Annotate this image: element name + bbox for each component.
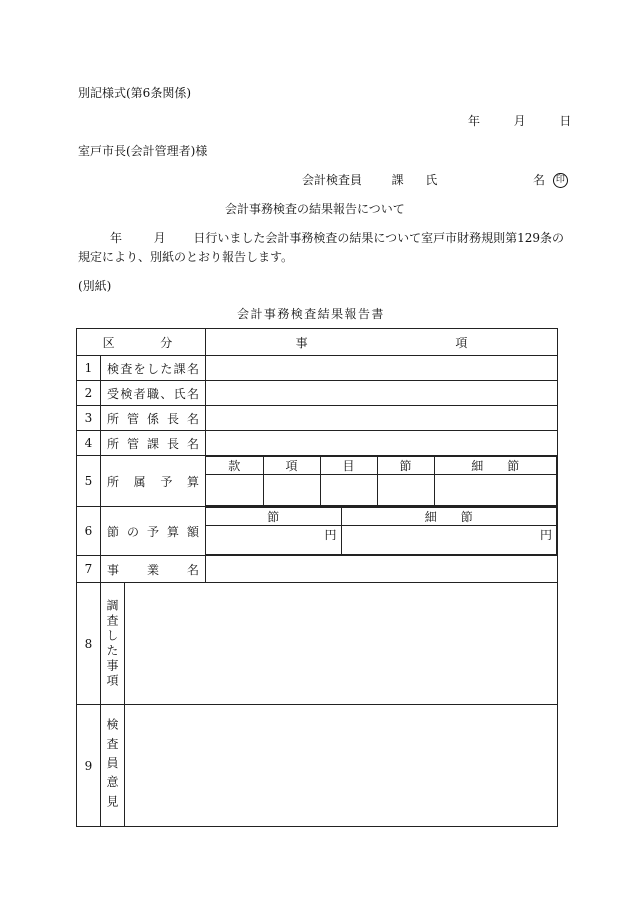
budget-cell [206,456,558,507]
row-value-cell[interactable] [206,381,558,406]
row-label: 節の予算額 [101,507,206,556]
row-label: 事業名 [101,556,206,583]
report-table [76,328,558,827]
row-number: 9 [77,705,101,827]
row-number: 2 [77,381,101,406]
row-value-cell[interactable] [125,583,558,705]
budget-kan-value[interactable] [206,475,263,506]
date-line [468,114,571,128]
subject: 会計事務検査の結果報告について [225,202,405,216]
row-value-cell[interactable] [206,406,558,431]
date-month: 月 [513,114,526,128]
inspector-ka: 課 [391,173,404,187]
row-label: 所管課長名 [101,431,206,456]
row-label: 検査をした課名 [101,356,206,381]
addressee: 室戸市長(会計管理者)様 [78,144,208,158]
row-value-cell[interactable] [206,556,558,583]
date-day: 日 [559,114,572,128]
budget-moku: 目 [320,457,377,475]
budget-kou: 項 [263,457,320,475]
budget-saisetsu-value[interactable] [434,475,557,506]
table-row [77,356,558,381]
table-row [77,406,558,431]
attachment-label: (別紙) [78,279,112,293]
body-month: 月 [153,231,166,245]
table-row [77,431,558,456]
header-items [206,329,558,356]
budget-kan: 款 [206,457,263,475]
report-title: 会計事務検査結果報告書 [237,307,385,321]
row-value-cell[interactable] [206,431,558,456]
amount-setsu: 節 [206,508,341,526]
body-line-1 [110,231,564,245]
table-row [77,705,558,827]
body-text-1: 日行いました会計事務検査の結果について室戸市財務規則第129条の [193,231,565,245]
table-row [77,583,558,705]
row-label: 所管係長名 [101,406,206,431]
row-label: 検査員意見 [105,717,119,814]
budget-moku-value[interactable] [320,475,377,506]
amount-setsu-value[interactable]: 円 [206,526,341,555]
inspector-mei: 名 [533,173,546,187]
budget-saisetsu: 細 節 [434,457,557,475]
form-label: 別記様式(第6条関係) [78,86,191,100]
row-label-cell [101,583,125,705]
header-items-2: 項 [455,335,468,350]
table-row [77,556,558,583]
table-row [77,456,558,507]
row-value-cell[interactable] [125,705,558,827]
amount-saisetsu-value[interactable]: 円 [341,526,557,555]
inspector-title: 会計検査員 [302,173,363,187]
budget-grid [206,456,557,506]
seal-icon: 印 [553,173,568,188]
row-number: 1 [77,356,101,381]
table-row [77,507,558,556]
header-items-1: 事 [295,335,308,350]
row-number: 4 [77,431,101,456]
body-year: 年 [110,231,123,245]
table-row [77,381,558,406]
budget-setsu: 節 [377,457,434,475]
inspector-line [302,173,568,188]
body-line-2: 規定により、別紙のとおり報告します。 [78,250,294,264]
amount-cell [206,507,558,556]
row-label-cell [101,705,125,827]
row-value-cell[interactable] [206,356,558,381]
row-label: 所属予算 [101,456,206,507]
inspector-shi: 氏 [425,173,438,187]
row-number: 3 [77,406,101,431]
budget-setsu-value[interactable] [377,475,434,506]
row-number: 8 [77,583,101,705]
row-number: 6 [77,507,101,556]
row-label: 受検者職、氏名 [101,381,206,406]
amount-saisetsu: 細 節 [341,508,557,526]
row-number: 7 [77,556,101,583]
header-category: 区 分 [77,329,206,356]
date-year: 年 [468,114,481,128]
row-number: 5 [77,456,101,507]
row-label: 調査した事項 [105,598,119,689]
budget-kou-value[interactable] [263,475,320,506]
amount-grid [206,507,557,555]
